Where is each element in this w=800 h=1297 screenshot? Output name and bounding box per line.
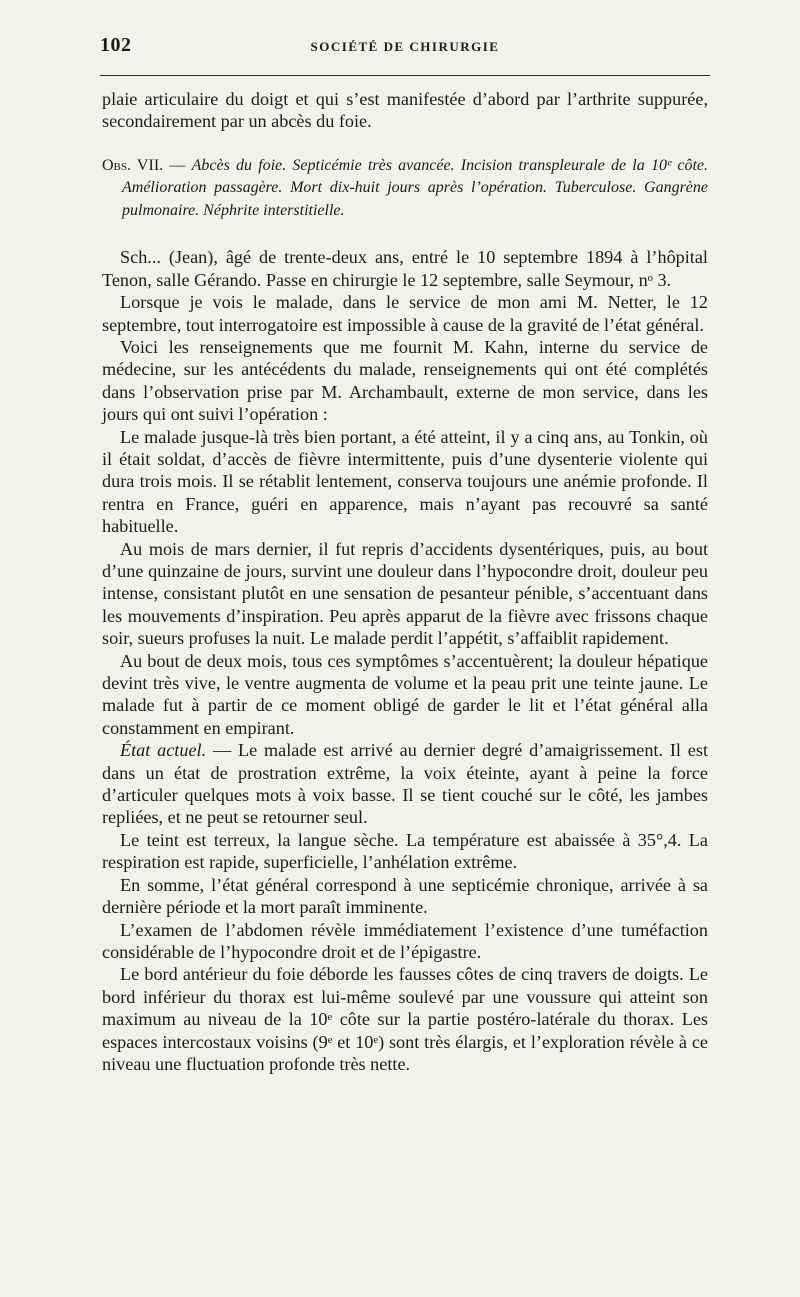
paragraph: Le bord antérieur du foie déborde les fausses côtes de cinq travers de doigts. Le bord inférieur du thorax est lui-même soulevé par une voussure qui atteint son maximum au niveau de la 10ᵉ côte sur la partie postéro-latérale du thorax. Les espaces intercostaux voisins (9ᵉ et 10ᵉ) sont très élargis, et l’exploration révèle à ce niveau une fluctuation profonde très nette.: [102, 964, 708, 1074]
page-number: 102: [100, 34, 132, 56]
paragraph-etat-actuel: [102, 739, 708, 829]
paragraph: Au mois de mars dernier, il fut repris d’accidents dysentériques, puis, au bout d’une quinzaine de jours, survint une douleur dans l’hypocondre droit, douleur peu intense, consistant plutôt en une sensation de pesanteur pénible, s’accentuant dans les mouvements d’inspiration. Peu après apparut de la fièvre avec frissons chaque soir, sueurs profuses la nuit. Le malade perdit l’appétit, s’affaiblit rapidement.: [102, 538, 708, 649]
paragraph: Lorsque je vois le malade, dans le service de mon ami M. Netter, le 12 septembre, tout interrogatoire est impossible à cause de la gravité de l’état général.: [102, 292, 708, 335]
paragraph: Le teint est terreux, la langue sèche. La température est abaissée à 35°,4. La respiration est rapide, superficielle, l’anhélation extrême.: [102, 829, 708, 873]
header-rule: [100, 75, 710, 76]
paragraph: L’examen de l’abdomen révèle immédiatement l’existence d’une tuméfaction considérable de l’hypocondre droit et de l’épigastre.: [102, 919, 708, 962]
page-header: [100, 34, 710, 64]
observation-label: Obs. VII. —: [102, 156, 186, 174]
paragraph: En somme, l’état général correspond à une septicémie chronique, arrivée à sa dernière période et la mort paraît imminente.: [102, 874, 708, 918]
observation-title: Abcès du foie. Septicémie très avancée. Incision transpleurale de la 10ᵉ côte. Amélioration passagère. Mort dix-huit jours après l’opération. Tuberculose. Gangrène pulmonaire. Néphrite interstitielle.: [122, 156, 709, 219]
paragraph: Voici les renseignements que me fournit M. Kahn, interne du service de médecine, sur les antécédents du malade, renseignements qui ont été complétés dans l’observation prise par M. Archambault, externe de mon service, dans les jours qui ont suivi l’opération :: [102, 336, 708, 425]
etat-actuel-label: État actuel.: [120, 740, 207, 761]
intro-paragraph: plaie articulaire du doigt et qui s’est manifestée d’abord par l’arthrite suppurée, secondairement par un abcès du foie.: [102, 89, 708, 132]
observation-heading: [102, 155, 708, 223]
paragraph: Le malade jusque-là très bien portant, a été atteint, il y a cinq ans, au Tonkin, où il était soldat, d’accès de fièvre intermittente, puis d’une dysenterie violente qui dura trois mois. Il se rétablit lentement, conserva toujours une anémie profonde. Il rentra en France, guéri en apparence, mais n’ayant pas recouvré sa santé habituelle.: [102, 426, 708, 537]
paragraph: Sch... (Jean), âgé de trente-deux ans, entré le 10 septembre 1894 à l’hôpital Tenon, salle Gérando. Passe en chirurgie le 12 septembre, salle Seymour, nᵒ 3.: [102, 247, 708, 290]
page-body: [102, 88, 708, 1075]
etat-actuel-text: — Le malade est arrivé au dernier degré d’amaigrissement. Il est dans un état de prostration extrême, la voix éteinte, ayant à peine la force d’articuler quelques mots à voix basse. Il se tient couché sur le côté, les jambes repliées, et ne peut se retourner seul.: [102, 740, 709, 828]
running-title: SOCIÉTÉ DE CHIRURGIE: [310, 39, 500, 54]
paragraph: Au bout de deux mois, tous ces symptômes s’accentuèrent; la douleur hépatique devint très vive, le ventre augmenta de volume et la peau prit une teinte jaune. Le malade fut à partir de ce moment obligé de garder le lit et l’état général alla constamment en empirant.: [102, 650, 708, 738]
